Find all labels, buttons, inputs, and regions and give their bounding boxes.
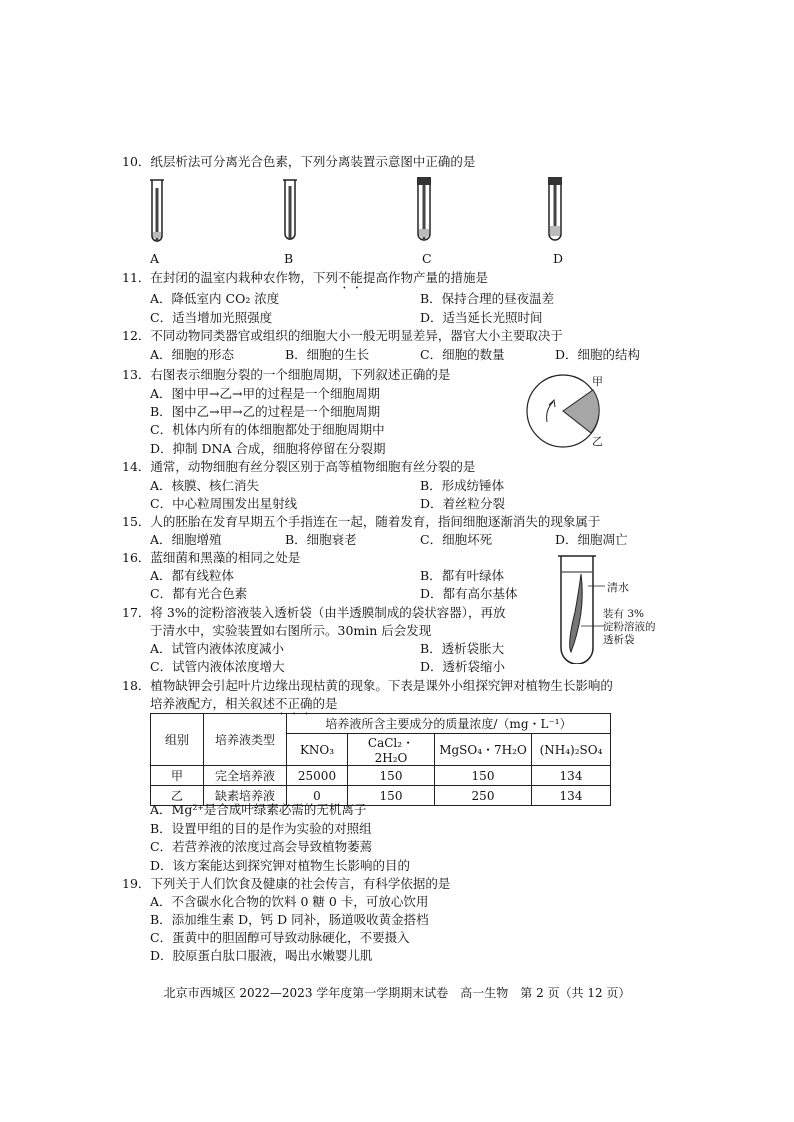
header-col-1: KNO₃: [287, 734, 348, 766]
cell-value: 150: [348, 766, 435, 786]
question-number: 11．: [122, 270, 151, 285]
question-stem: 通常，动物细胞有丝分裂区别于高等植物细胞有丝分裂的是: [150, 459, 476, 474]
question-18: [122, 676, 613, 694]
emphasis-text: 不能: [337, 270, 363, 285]
option-a: A．Mg²⁺是合成叶绿素必需的无机离子: [150, 802, 367, 817]
cell-value: 25000: [287, 766, 348, 786]
option-b: B．图中乙→甲→乙的过程是一个细胞周期: [150, 404, 381, 419]
cell-value: 134: [532, 766, 611, 786]
question-stem: 蓝细菌和黑藻的相同之处是: [150, 550, 301, 565]
test-tube-b: [283, 180, 297, 240]
question-number: 17．: [122, 605, 151, 620]
header-col-3: MgSO₄・7H₂O: [435, 734, 532, 766]
question-number: 10．: [122, 154, 151, 169]
question-17-line2: 于清水中，实验装置如右图所示。30min 后会发现: [150, 623, 432, 638]
question-number: 15．: [122, 514, 151, 529]
cell-type: 缺素培养液: [204, 786, 287, 806]
option-b: B．设置甲组的目的是作为实验的对照组: [150, 821, 372, 836]
option-d: D．适当延长光照时间: [420, 310, 543, 325]
label-bag-line2: 淀粉溶液的: [603, 621, 656, 633]
header-col-2: CaCl₂・2H₂O: [348, 734, 435, 766]
option-label-b: B: [284, 251, 294, 266]
option-b: B．添加维生素 D，钙 D 同补，肠道吸收黄金搭档: [150, 912, 429, 927]
option-b: B．都有叶绿体: [420, 568, 505, 583]
option-a: A．降低室内 CO₂ 浓度: [150, 291, 280, 306]
option-d: D．都有高尔基体: [420, 586, 518, 601]
option-b: B．细胞的生长: [285, 347, 370, 362]
option-a: A．细胞的形态: [150, 347, 235, 362]
label-bag-line3: 透析袋: [603, 634, 635, 646]
header-group: 组别: [151, 714, 204, 766]
option-d: D．该方案能达到探究钾对植物生长影响的目的: [150, 858, 411, 873]
question-15: [122, 512, 600, 530]
header-col-4: (NH₄)₂SO₄: [532, 734, 611, 766]
cell-value: 150: [348, 786, 435, 806]
option-d: D．细胞凋亡: [555, 532, 628, 547]
question-16: [122, 548, 300, 566]
option-c: C．适当增加光照强度: [150, 310, 273, 325]
question-13: [122, 365, 450, 383]
option-c: C．中心粒周围发出星射线: [150, 496, 298, 511]
question-number: 19．: [122, 876, 151, 891]
option-d: D．胶原蛋白肽口服液，喝出水嫩婴儿肌: [150, 948, 373, 963]
option-label-a: A: [150, 251, 160, 266]
stem-text: 培养液配方，相关叙述: [150, 696, 276, 711]
test-tube-a: [150, 180, 164, 241]
label-water: 清水: [607, 581, 629, 594]
question-number: 13．: [122, 367, 151, 382]
cell-group: 乙: [151, 786, 204, 806]
question-14: [122, 457, 475, 475]
option-d: D．透析袋缩小: [420, 659, 506, 674]
option-d: D．着丝粒分裂: [420, 496, 506, 511]
option-a: A．不含碳水化合物的饮料 0 糖 0 卡，可放心饮用: [150, 894, 429, 909]
test-tube-d: [548, 177, 562, 240]
option-b: B．形成纺锤体: [420, 478, 505, 493]
question-stem: 人的胚胎在发育早期五个手指连在一起，随着发育，指间细胞逐渐消失的现象属于: [150, 514, 601, 529]
cell-value: 250: [435, 786, 532, 806]
option-c: C．若营养液的浓度过高会导致植物萎蔫: [150, 839, 373, 854]
option-d: D．抑制 DNA 合成，细胞将停留在分裂期: [150, 441, 386, 456]
emphasis-text: 不正确: [275, 696, 313, 711]
option-c: C．试管内液体浓度增大: [150, 659, 285, 674]
test-tube-c: [417, 177, 431, 240]
question-stem: 将 3%的淀粉溶液装入透析袋（由半透膜制成的袋状容器），再放: [150, 605, 506, 620]
option-a: A．核膜、核仁消失: [150, 478, 260, 493]
option-a: A．试管内液体浓度减小: [150, 641, 285, 656]
question-stem: 不同动物同类器官或组织的细胞大小一般无明显差异，器官大小主要取决于: [150, 328, 563, 343]
label-bag-line1: 装有 3%: [603, 608, 644, 620]
question-number: 18．: [122, 678, 151, 693]
option-b: B．透析袋胀大: [420, 641, 505, 656]
question-stem: 下列关于人们饮食及健康的社会传言，有科学依据的是: [150, 876, 451, 891]
question-stem: 在封闭的温室内栽种农作物，下列: [150, 270, 338, 285]
option-a: A．图中甲→乙→甲的过程是一个细胞周期: [150, 386, 380, 401]
question-12: [122, 326, 563, 344]
header-concentration: 培养液所含主要成分的质量浓度/（mg・L⁻¹）: [287, 714, 611, 734]
option-a: A．细胞增殖: [150, 532, 222, 547]
cell-value: 150: [435, 766, 532, 786]
question-number: 12．: [122, 328, 151, 343]
question-stem-end: 提高作物产量的措施是: [362, 270, 488, 285]
cell-type: 完全培养液: [204, 766, 287, 786]
option-c: C．机体内所有的体细胞都处于细胞周期中: [150, 422, 385, 437]
test-tube-figures: [140, 174, 580, 246]
question-number: 16．: [122, 550, 151, 565]
cell-group: 甲: [151, 766, 204, 786]
cell-value: 134: [532, 786, 611, 806]
option-a: A．都有线粒体: [150, 568, 235, 583]
question-stem: 纸层析法可分离光合色素，下列分离装置示意图中正确的是: [150, 154, 476, 169]
label-jia: 甲: [592, 375, 603, 388]
question-19: [122, 874, 450, 892]
option-b: B．细胞衰老: [285, 532, 357, 547]
question-stem: 植物缺钾会引起叶片边缘出现枯黄的现象。下表是课外小组探究钾对植物生长影响的: [150, 678, 613, 693]
label-yi: 乙: [592, 435, 603, 448]
option-d: D．细胞的结构: [555, 347, 641, 362]
option-label-d: D: [553, 251, 564, 266]
option-c: C．蛋黄中的胆固醇可导致动脉硬化，不要摄入: [150, 930, 410, 945]
cell-value: 0: [287, 786, 348, 806]
question-17: [122, 603, 505, 621]
option-c: C．细胞坏死: [420, 532, 493, 547]
stem-text-end: 的是: [312, 696, 338, 711]
nutrient-table: [150, 713, 611, 806]
header-type: 培养液类型: [204, 714, 287, 766]
page-footer: 北京市西城区 2022—2023 学年度第一学期期末试卷 高一生物 第 2 页（共 12 页）: [163, 986, 631, 1000]
question-number: 14．: [122, 459, 151, 474]
option-b: B．保持合理的昼夜温差: [420, 291, 555, 306]
option-label-c: C: [422, 251, 432, 266]
question-10: [122, 152, 475, 170]
option-c: C．细胞的数量: [420, 347, 505, 362]
question-stem: 右图表示细胞分裂的一个细胞周期，下列叙述正确的是: [150, 367, 451, 382]
table-row: [151, 766, 611, 786]
option-c: C．都有光合色素: [150, 586, 248, 601]
